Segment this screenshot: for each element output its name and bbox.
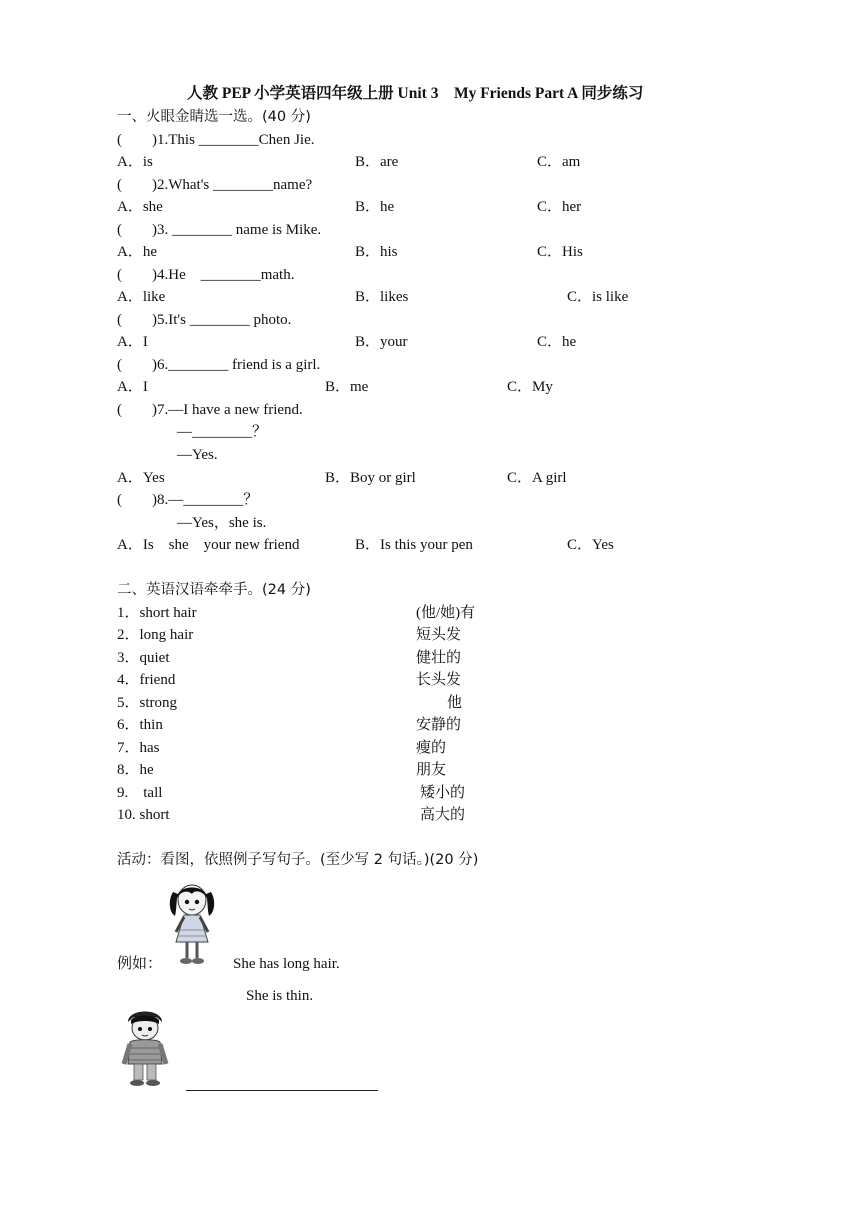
question-7-line3: —Yes.	[177, 447, 218, 463]
question-3-option-c: C．His	[537, 244, 583, 260]
match-right-item: 矮小的	[420, 785, 466, 801]
question-8-option-c: C．Yes	[567, 537, 614, 553]
match-left-item: 7．has	[117, 740, 160, 756]
match-left-item: 5．strong	[117, 695, 178, 711]
example-sentence-2: She is thin.	[246, 988, 314, 1004]
question-5-option-b: B．your	[355, 334, 408, 350]
section2-heading: 二、英语汉语牵牵手。(24 分)	[117, 582, 311, 598]
question-1-option-c: C．am	[537, 154, 581, 170]
question-3-option-b: B．his	[355, 244, 398, 260]
page-title: 人教 PEP 小学英语四年级上册 Unit 3 My Friends Part A 同步练习	[187, 85, 644, 102]
question-4-option-c: C．is like	[567, 289, 629, 305]
match-left-item: 2．long hair	[117, 627, 194, 643]
question-6-option-b: B．me	[325, 379, 369, 395]
match-right-item: (他/她)有	[416, 605, 476, 621]
question-8-stem: ( )8.—________？	[117, 492, 259, 508]
answer-blank-line[interactable]	[186, 1090, 378, 1091]
question-7-option-b: B．Boy or girl	[325, 470, 416, 486]
match-right-item: 健壮的	[416, 650, 462, 666]
question-3-stem: ( )3. ________ name is Mike.	[117, 222, 322, 238]
question-7-stem: ( )7.—I have a new friend.	[117, 402, 303, 418]
question-6-option-c: C．My	[507, 379, 553, 395]
section1-heading: 一、火眼金睛选一选。(40 分)	[117, 109, 311, 125]
question-4-option-b: B．likes	[355, 289, 409, 305]
question-7-line2: —________？	[177, 424, 268, 440]
match-right-item: 他	[447, 695, 463, 711]
boy-illustration	[118, 1006, 172, 1090]
example-sentence-1: She has long hair.	[233, 956, 340, 972]
question-8-option-a: A．Is she your new friend	[117, 537, 300, 553]
question-2-option-c: C．her	[537, 199, 582, 215]
question-1-option-a: A．is	[117, 154, 153, 170]
match-left-item: 9. tall	[117, 785, 163, 801]
match-left-item: 6．thin	[117, 717, 163, 733]
question-2-option-a: A．she	[117, 199, 163, 215]
question-8-line2: —Yes，she is.	[177, 515, 267, 531]
question-5-option-a: A．I	[117, 334, 148, 350]
question-7-option-c: C．A girl	[507, 470, 567, 486]
question-4-option-a: A．like	[117, 289, 166, 305]
question-1-stem: ( )1.This ________Chen Jie.	[117, 132, 315, 148]
question-7-option-a: A．Yes	[117, 470, 165, 486]
question-1-option-b: B．are	[355, 154, 399, 170]
match-right-item: 短头发	[416, 627, 462, 643]
match-left-item: 1．short hair	[117, 605, 197, 621]
activity-heading: 活动：看图，依照例子写句子。(至少写 2 句话。)(20 分)	[117, 852, 479, 868]
girl-illustration	[166, 878, 218, 968]
question-6-stem: ( )6.________ friend is a girl.	[117, 357, 321, 373]
match-right-item: 高大的	[420, 807, 466, 823]
question-8-option-b: B．Is this your pen	[355, 537, 473, 553]
match-right-item: 安静的	[416, 717, 462, 733]
question-2-stem: ( )2.What's ________name?	[117, 177, 313, 193]
question-5-stem: ( )5.It's ________ photo.	[117, 312, 292, 328]
question-6-option-a: A．I	[117, 379, 148, 395]
match-right-item: 长头发	[416, 672, 462, 688]
match-left-item: 10. short	[117, 807, 170, 823]
match-left-item: 8．he	[117, 762, 154, 778]
question-2-option-b: B．he	[355, 199, 395, 215]
match-right-item: 瘦的	[416, 740, 447, 756]
question-3-option-a: A．he	[117, 244, 157, 260]
match-left-item: 4．friend	[117, 672, 176, 688]
example-label: 例如：	[117, 956, 163, 972]
match-left-item: 3．quiet	[117, 650, 170, 666]
question-4-stem: ( )4.He ________math.	[117, 267, 295, 283]
match-right-item: 朋友	[416, 762, 447, 778]
question-5-option-c: C．he	[537, 334, 577, 350]
